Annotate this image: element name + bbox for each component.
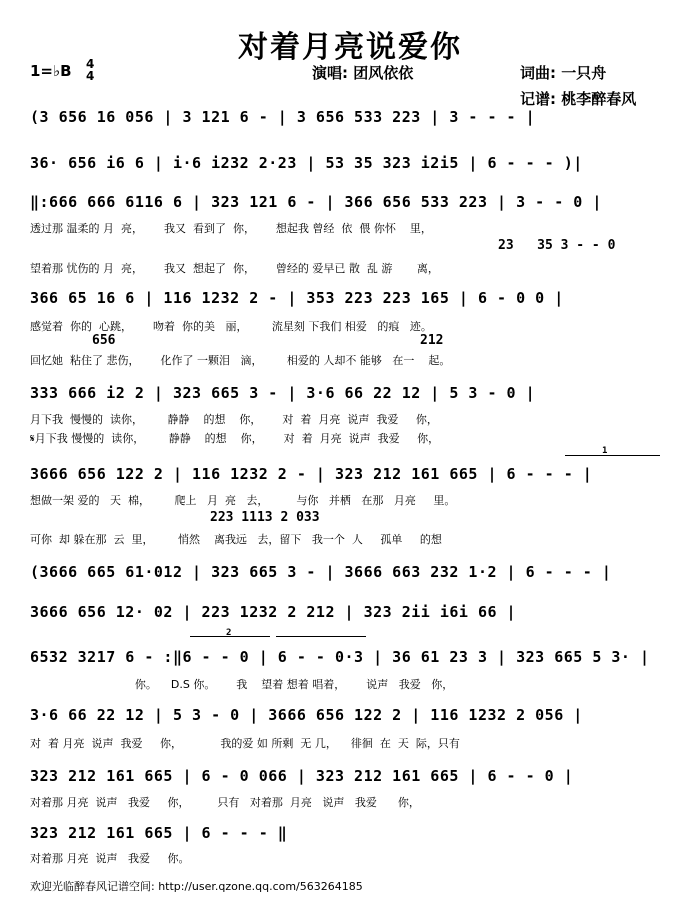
score-row-4: 366 65 16 6 | 116 1232 2 - | 353 223 223 165 | 6 - 0 0 | <box>30 289 564 307</box>
lyric-row-3a: 透过那 温柔的 月 亮， 我又 看到了 你， 想起我 曾经 依 偎 你怀 里， <box>30 222 432 235</box>
volta-1-bracket <box>565 455 660 456</box>
score-row-10: 3·6 66 22 12 | 5 3 - 0 | 3666 656 122 2 | 116 1232 2 056 | <box>30 706 583 724</box>
score-row-6: 3666 656 122 2 | 116 1232 2 - | 323 212 161 665 | 6 - - - | <box>30 465 593 483</box>
lyric-row-5b: 𝄋月下我 慢慢的 读你， 静静 的想 你， 对 着 月亮 说声 我爱 你， <box>30 432 440 445</box>
annotation-row-3: 23 35 3 - - 0 <box>498 238 616 253</box>
score-row-9: 6532 3217 6 - :‖6 - - 0 | 6 - - 0·3 | 36 61 23 3 | 323 665 5 3· | <box>30 648 650 666</box>
lyric-row-10: 对 着 月亮 说声 我爱 你， 我的爱 如 所剩 无 几， 徘徊 在 天 际，只有 <box>30 737 460 750</box>
lyric-row-6a: 想做一架 爱的 天 棉， 爬上 月 亮 去， 与你 并栖 在那 月亮 里。 <box>30 494 456 507</box>
lyric-row-6b: 可你 却 躲在那 云 里， 悄然 离我远 去，留下 我一个 人 孤单 的想 <box>30 533 442 546</box>
score-row-1: (3 656 16 056 | 3 121 6 - | 3 656 533 223 | 3 - - - | <box>30 108 536 126</box>
notator-credit: 记谱: 桃李醉春风 <box>520 90 637 108</box>
words-music-credit: 词曲: 一只舟 <box>520 64 607 82</box>
annotation-row-4b: 212 <box>420 333 444 348</box>
song-title: 对着月亮说爱你 <box>238 30 462 65</box>
volta-2-label: 2 <box>226 628 232 638</box>
lyric-row-11: 对着那 月亮 说声 我爱 你， 只有 对着那 月亮 说声 我爱 你， <box>30 796 420 809</box>
footer-link-text: 欢迎光临醉春风记谱空间: http://user.qzone.qq.com/563264185 <box>30 880 363 893</box>
score-row-5: 333 666 i2 2 | 323 665 3 - | 3·6 66 22 12 | 5 3 - 0 | <box>30 384 536 402</box>
singer-credit: 演唱: 团风依依 <box>312 64 414 82</box>
score-row-3: ‖:666 666 6116 6 | 323 121 6 - | 366 656 533 223 | 3 - - 0 | <box>30 193 602 211</box>
annotation-row-4a: 656 <box>92 333 116 348</box>
lyric-row-4a: 感觉着 你的 心跳， 吻着 你的美 丽， 流星刻 下我们 相爱 的痕 迹。 <box>30 320 432 333</box>
annotation-row-6: 223 1113 2 033 <box>210 510 320 525</box>
lyric-row-4b: 回忆她 粘住了 悲伤， 化作了 一颗泪 滴， 相爱的 人却不 能够 在一 起。 <box>30 354 451 367</box>
score-row-12: 323 212 161 665 | 6 - - - ‖ <box>30 824 288 842</box>
key-signature: 1=♭B <box>30 62 72 80</box>
time-sig-bottom: 4 <box>86 69 95 83</box>
lyric-row-9: 你。 D.S 你。 我 望着 想着 唱着， 说声 我爱 你， <box>30 678 454 691</box>
time-sig-top: 4 <box>86 57 95 71</box>
score-row-11: 323 212 161 665 | 6 - 0 066 | 323 212 161 665 | 6 - - 0 | <box>30 767 574 785</box>
volta-1-label: 1 <box>602 446 608 456</box>
lyric-row-3b: 望着那 忧伤的 月 亮， 我又 想起了 你， 曾经的 爱早已 散 乱 游 离， <box>30 262 439 275</box>
score-row-7: (3666 665 61·012 | 323 665 3 - | 3666 663 232 1·2 | 6 - - - | <box>30 563 612 581</box>
lyric-row-5a: 月下我 慢慢的 读你， 静静 的想 你， 对 着 月亮 说声 我爱 你， <box>30 413 438 426</box>
lyric-row-12: 对着那 月亮 说声 我爱 你。 <box>30 852 190 865</box>
volta-3-bracket <box>276 636 366 637</box>
time-signature <box>86 58 94 82</box>
score-row-8: 3666 656 12· 02 | 223 1232 2 212 | 323 2ii i6i 66 | <box>30 603 517 621</box>
score-row-2: 36· 656 i6 6 | i·6 i232 2·23 | 53 35 323 i2i5 | 6 - - - )| <box>30 154 583 172</box>
